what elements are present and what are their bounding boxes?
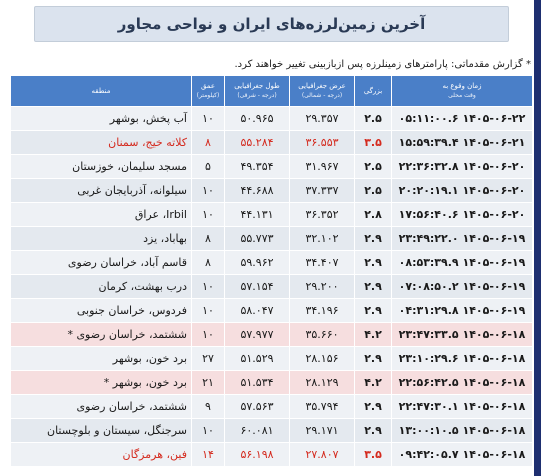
cell-region: درب بهشت، کرمان [11, 275, 191, 298]
cell-time: ۱۴۰۵-۰۶-۱۸ ۱۳:۰۰:۱۰.۵ [392, 419, 532, 442]
cell-longitude: ۵۷.۱۵۴ [225, 275, 289, 298]
cell-magnitude: ۲.۹ [355, 395, 391, 418]
cell-depth: ۹ [192, 395, 224, 418]
table-row[interactable] [11, 155, 532, 178]
table-row[interactable] [11, 299, 532, 322]
cell-magnitude: ۲.۹ [355, 275, 391, 298]
cell-magnitude: ۲.۹ [355, 419, 391, 442]
header-region: منطقه [11, 76, 191, 106]
cell-region: Irbil، عراق [11, 203, 191, 226]
table-header-row [11, 76, 532, 106]
cell-region: بهاباد، یزد [11, 227, 191, 250]
cell-region: برد خون، بوشهر [11, 347, 191, 370]
header-longitude: طول جغرافیایی (درجه - شرقی) [225, 76, 289, 106]
cell-latitude: ۲۹.۱۷۱ [290, 419, 354, 442]
cell-latitude: ۳۱.۹۶۷ [290, 155, 354, 178]
cell-time: ۱۴۰۵-۰۶-۲۲ ۰۵:۱۱:۰۰.۶ [392, 107, 532, 130]
cell-depth: ۵ [192, 155, 224, 178]
cell-magnitude: ۲.۹ [355, 251, 391, 274]
cell-latitude: ۲۸.۱۲۹ [290, 371, 354, 394]
cell-longitude: ۵۱.۵۲۹ [225, 347, 289, 370]
table-row[interactable] [11, 227, 532, 250]
cell-longitude: ۵۸.۰۴۷ [225, 299, 289, 322]
table-row[interactable] [11, 107, 532, 130]
cell-latitude: ۳۴.۴۰۷ [290, 251, 354, 274]
cell-time: ۱۴۰۵-۰۶-۲۰ ۲۲:۳۶:۳۲.۸ [392, 155, 532, 178]
cell-depth: ۸ [192, 227, 224, 250]
cell-region: فردوس، خراسان جنوبی [11, 299, 191, 322]
header-magnitude: بزرگی [355, 76, 391, 106]
cell-depth: ۸ [192, 131, 224, 154]
cell-depth: ۲۱ [192, 371, 224, 394]
cell-region: سرجنگل، سیستان و بلوچستان [11, 419, 191, 442]
header-time: زمان وقوع به وقت محلی [392, 76, 532, 106]
table-row[interactable] [11, 203, 532, 226]
cell-longitude: ۵۵.۷۷۳ [225, 227, 289, 250]
cell-latitude: ۳۵.۷۹۴ [290, 395, 354, 418]
table-row[interactable] [11, 443, 532, 466]
cell-time: ۱۴۰۵-۰۶-۱۹ ۰۷:۰۸:۵۰.۲ [392, 275, 532, 298]
cell-depth: ۱۴ [192, 443, 224, 466]
cell-time: ۱۴۰۵-۰۶-۱۸ ۲۲:۵۶:۴۲.۵ [392, 371, 532, 394]
cell-magnitude: ۴.۲ [355, 371, 391, 394]
cell-depth: ۱۰ [192, 419, 224, 442]
cell-magnitude: ۴.۲ [355, 323, 391, 346]
table-row[interactable] [11, 131, 532, 154]
page-title: آخرین زمین‌لرزه‌های ایران و نواحی مجاور [117, 15, 426, 33]
table-row[interactable] [11, 347, 532, 370]
cell-latitude: ۳۶.۵۵۳ [290, 131, 354, 154]
cell-region: فین، هرمزگان [11, 443, 191, 466]
cell-latitude: ۲۹.۲۰۰ [290, 275, 354, 298]
earthquake-table [10, 75, 533, 467]
cell-region: برد خون، بوشهر * [11, 371, 191, 394]
cell-depth: ۱۰ [192, 323, 224, 346]
cell-depth: ۱۰ [192, 179, 224, 202]
cell-time: ۱۴۰۵-۰۶-۱۸ ۲۳:۱۰:۲۹.۶ [392, 347, 532, 370]
cell-latitude: ۳۲.۱۰۲ [290, 227, 354, 250]
cell-latitude: ۳۶.۳۵۲ [290, 203, 354, 226]
cell-region: ششتمد، خراسان رضوی * [11, 323, 191, 346]
cell-magnitude: ۳.۵ [355, 443, 391, 466]
cell-longitude: ۴۹.۳۵۴ [225, 155, 289, 178]
table-row[interactable] [11, 179, 532, 202]
cell-magnitude: ۲.۹ [355, 227, 391, 250]
cell-time: ۱۴۰۵-۰۶-۲۱ ۱۵:۵۹:۳۹.۴ [392, 131, 532, 154]
cell-magnitude: ۳.۵ [355, 131, 391, 154]
cell-depth: ۱۰ [192, 275, 224, 298]
table-row[interactable] [11, 323, 532, 346]
cell-longitude: ۵۶.۱۹۸ [225, 443, 289, 466]
cell-time: ۱۴۰۵-۰۶-۲۰ ۱۷:۵۶:۴۰.۶ [392, 203, 532, 226]
cell-longitude: ۵۹.۹۶۲ [225, 251, 289, 274]
cell-depth: ۱۰ [192, 299, 224, 322]
cell-latitude: ۳۷.۳۳۷ [290, 179, 354, 202]
cell-latitude: ۳۵.۶۶۰ [290, 323, 354, 346]
cell-depth: ۸ [192, 251, 224, 274]
page-title-box [34, 6, 509, 42]
header-depth: عمق (کیلومتر) [192, 76, 224, 106]
cell-magnitude: ۲.۵ [355, 155, 391, 178]
cell-time: ۱۴۰۵-۰۶-۱۸ ۲۳:۴۷:۳۳.۵ [392, 323, 532, 346]
cell-time: ۱۴۰۵-۰۶-۲۰ ۲۰:۲۰:۱۹.۱ [392, 179, 532, 202]
cell-latitude: ۲۹.۳۵۷ [290, 107, 354, 130]
table-row[interactable] [11, 251, 532, 274]
cell-longitude: ۶۰.۰۸۱ [225, 419, 289, 442]
cell-magnitude: ۲.۵ [355, 179, 391, 202]
cell-magnitude: ۲.۸ [355, 203, 391, 226]
cell-region: کلاته خیج، سمنان [11, 131, 191, 154]
cell-longitude: ۵۵.۲۸۴ [225, 131, 289, 154]
cell-depth: ۲۷ [192, 347, 224, 370]
cell-region: سیلوانه، آذربایجان غربی [11, 179, 191, 202]
cell-magnitude: ۲.۵ [355, 107, 391, 130]
cell-depth: ۱۰ [192, 107, 224, 130]
cell-time: ۱۴۰۵-۰۶-۱۸ ۲۲:۴۷:۳۰.۱ [392, 395, 532, 418]
cell-region: ششتمد، خراسان رضوی [11, 395, 191, 418]
cell-time: ۱۴۰۵-۰۶-۱۹ ۲۳:۴۹:۲۲.۰ [392, 227, 532, 250]
window-edge-bar [534, 0, 541, 476]
cell-depth: ۱۰ [192, 203, 224, 226]
cell-time: ۱۴۰۵-۰۶-۱۹ ۰۸:۵۳:۳۹.۹ [392, 251, 532, 274]
cell-latitude: ۲۷.۸۰۷ [290, 443, 354, 466]
cell-time: ۱۴۰۵-۰۶-۱۸ ۰۹:۴۲:۰۵.۷ [392, 443, 532, 466]
cell-longitude: ۴۴.۱۳۱ [225, 203, 289, 226]
cell-region: قاسم آباد، خراسان رضوی [11, 251, 191, 274]
preliminary-note: * گزارش مقدماتی: پارامترهای زمینلرزه پس ازبازبینی تغییر خواهند کرد. [234, 59, 531, 70]
cell-magnitude: ۲.۹ [355, 299, 391, 322]
table-row[interactable] [11, 395, 532, 418]
cell-region: مسجد سلیمان، خوزستان [11, 155, 191, 178]
cell-magnitude: ۲.۹ [355, 347, 391, 370]
cell-longitude: ۵۷.۵۶۳ [225, 395, 289, 418]
table-row[interactable] [11, 419, 532, 442]
cell-longitude: ۴۴.۶۸۸ [225, 179, 289, 202]
cell-longitude: ۵۰.۹۶۵ [225, 107, 289, 130]
table-row[interactable] [11, 275, 532, 298]
cell-time: ۱۴۰۵-۰۶-۱۹ ۰۴:۳۱:۲۹.۸ [392, 299, 532, 322]
cell-latitude: ۳۴.۱۹۶ [290, 299, 354, 322]
table-row[interactable] [11, 371, 532, 394]
cell-latitude: ۲۸.۱۵۶ [290, 347, 354, 370]
cell-region: آب پخش، بوشهر [11, 107, 191, 130]
cell-longitude: ۵۱.۵۳۴ [225, 371, 289, 394]
header-latitude: عرض جغرافیایی (درجه - شمالی) [290, 76, 354, 106]
cell-longitude: ۵۷.۹۷۷ [225, 323, 289, 346]
